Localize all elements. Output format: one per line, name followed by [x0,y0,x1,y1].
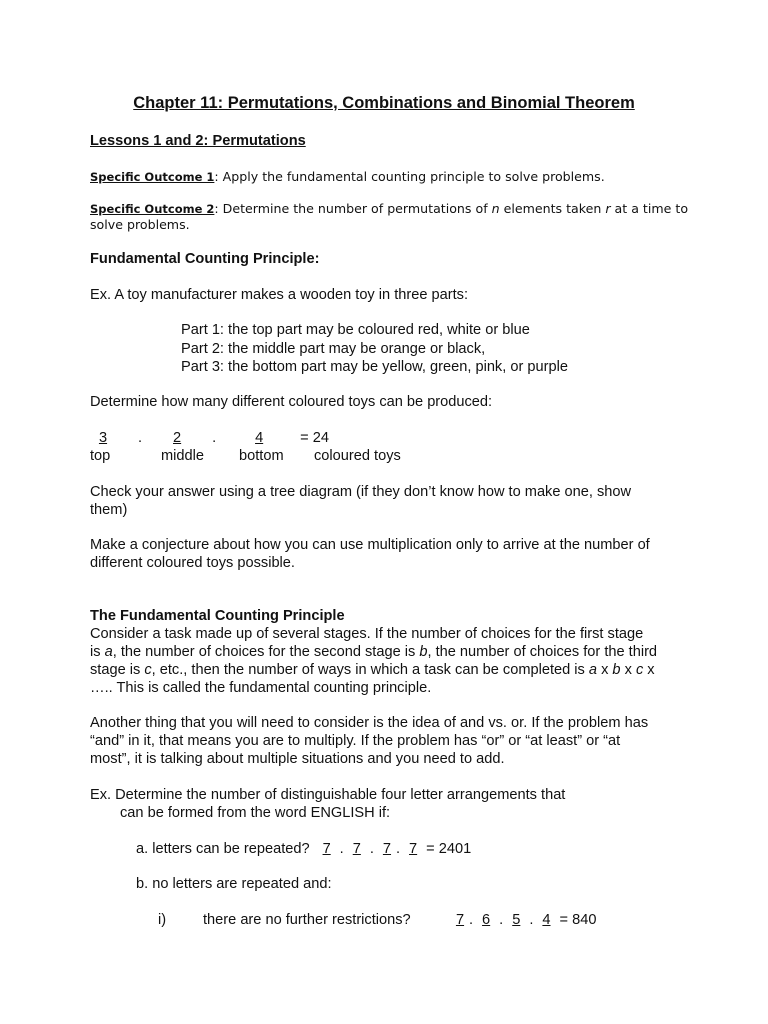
check-line-1: Check your answer using a tree diagram (if they don’t know how to make one, show [90,484,632,500]
principle-text: , etc., then the number of ways in which a task can be completed is [151,662,589,678]
calc-dot: . [212,430,217,446]
lesson-heading: Lessons 1 and 2: Permutations [90,133,306,149]
outcome-1-label: Specific Outcome 1 [90,170,215,184]
outcome-2-text-c: at a time to [610,201,689,216]
calc-dot: . [138,430,143,446]
principle-var-a: a [104,644,113,660]
part-bi-result: = 840 [559,912,597,928]
outcome-2-text-b: elements taken [499,201,606,216]
part-bi-blank: 6 [482,912,491,928]
principle-line-4: ….. This is called the fundamental counting principle. [90,680,432,696]
principle-text: is [90,644,105,660]
page-title: Chapter 11: Permutations, Combinations and Binomial Theorem [133,94,635,112]
andor-line-3: most”, it is talking about multiple situations and you need to add. [90,751,505,767]
calc-middle-value: 2 [173,430,182,446]
example1-question: Determine how many different coloured toys can be produced: [90,394,493,410]
part-a-blank: 7 [322,841,331,857]
part-bi-calc: 7 . 6 . 5 . 4 = 840 [451,911,596,929]
outcome-2-var-r: r [605,201,611,216]
principle-line-2 [90,643,657,661]
principle-text: , the number of choices for the third [427,644,658,660]
principle-var-c: c [635,662,644,678]
example2-line-1: Ex. Determine the number of distinguishable four letter arrangements that [90,787,566,803]
calc-bottom-value: 4 [255,430,264,446]
outcome-2-line2: solve problems. [90,217,190,232]
part-b-label: b. no letters are repeated and: [136,876,332,892]
calc-result: = 24 [300,430,329,446]
principle-times: x [620,662,636,678]
andor-line-2: “and” in it, that means you are to multiply. If the problem has “or” or “at least” or “at [90,733,621,749]
principle-text: , the number of choices for the second stage is [112,644,420,660]
principle-line-3 [90,661,655,679]
part-bi-blank: 4 [542,912,551,928]
part-a-label: a. letters can be repeated? [136,841,310,857]
principle-heading: The Fundamental Counting Principle [90,608,345,624]
part-bi-text: there are no further restrictions? [203,912,411,928]
outcome-1 [90,169,605,185]
calc-label-result: coloured toys [314,448,401,464]
principle-var-a: a [588,662,598,678]
part-bi-blank: 5 [512,912,521,928]
calc-line [90,429,329,447]
principle-var-c: c [144,662,152,678]
conjecture-line-2: different coloured toys possible. [90,555,295,571]
outcome-2-label: Specific Outcome 2 [90,202,215,216]
principle-var-b: b [419,644,428,660]
check-line-2: them) [90,502,128,518]
principle-text: stage is [90,662,145,678]
part-a-blank: 7 [352,841,361,857]
part-3: Part 3: the bottom part may be yellow, green, pink, or purple [181,359,568,375]
calc-top-value: 3 [98,430,108,446]
fcp-heading: Fundamental Counting Principle: [90,251,320,267]
conjecture-line-1: Make a conjecture about how you can use multiplication only to arrive at the number of [90,537,650,553]
part-a-result: = 2401 [426,841,472,857]
example1-intro: Ex. A toy manufacturer makes a wooden toy in three parts: [90,287,469,303]
calc-label-middle: middle [161,448,204,464]
outcome-2 [90,201,688,217]
principle-text: x [643,662,655,678]
calc-label-top: top [90,448,111,464]
principle-times: x [597,662,613,678]
part-1: Part 1: the top part may be coloured red, white or blue [181,322,530,338]
outcome-1-text: : Apply the fundamental counting principle to solve problems. [214,169,605,184]
principle-var-b: b [612,662,621,678]
part-a-blank: 7 [409,841,418,857]
part-a-blank: 7 [382,841,392,857]
part-2: Part 2: the middle part may be orange or black, [181,341,486,357]
part-bi-label: i) [158,912,167,928]
andor-line-1: Another thing that you will need to consider is the idea of and vs. or. If the problem has [90,715,649,731]
outcome-2-var-n: n [491,201,500,216]
outcome-2-text-a: : Determine the number of permutations of [214,201,492,216]
example2-line-2: can be formed from the word ENGLISH if: [120,805,391,821]
part-bi-blank: 7 [455,912,465,928]
calc-label-bottom: bottom [239,448,284,464]
principle-line-1: Consider a task made up of several stages. If the number of choices for the first stage [90,626,644,642]
part-a-line: a. letters can be repeated? 7 . 7 . 7 . 7 = 2401 [136,841,472,857]
